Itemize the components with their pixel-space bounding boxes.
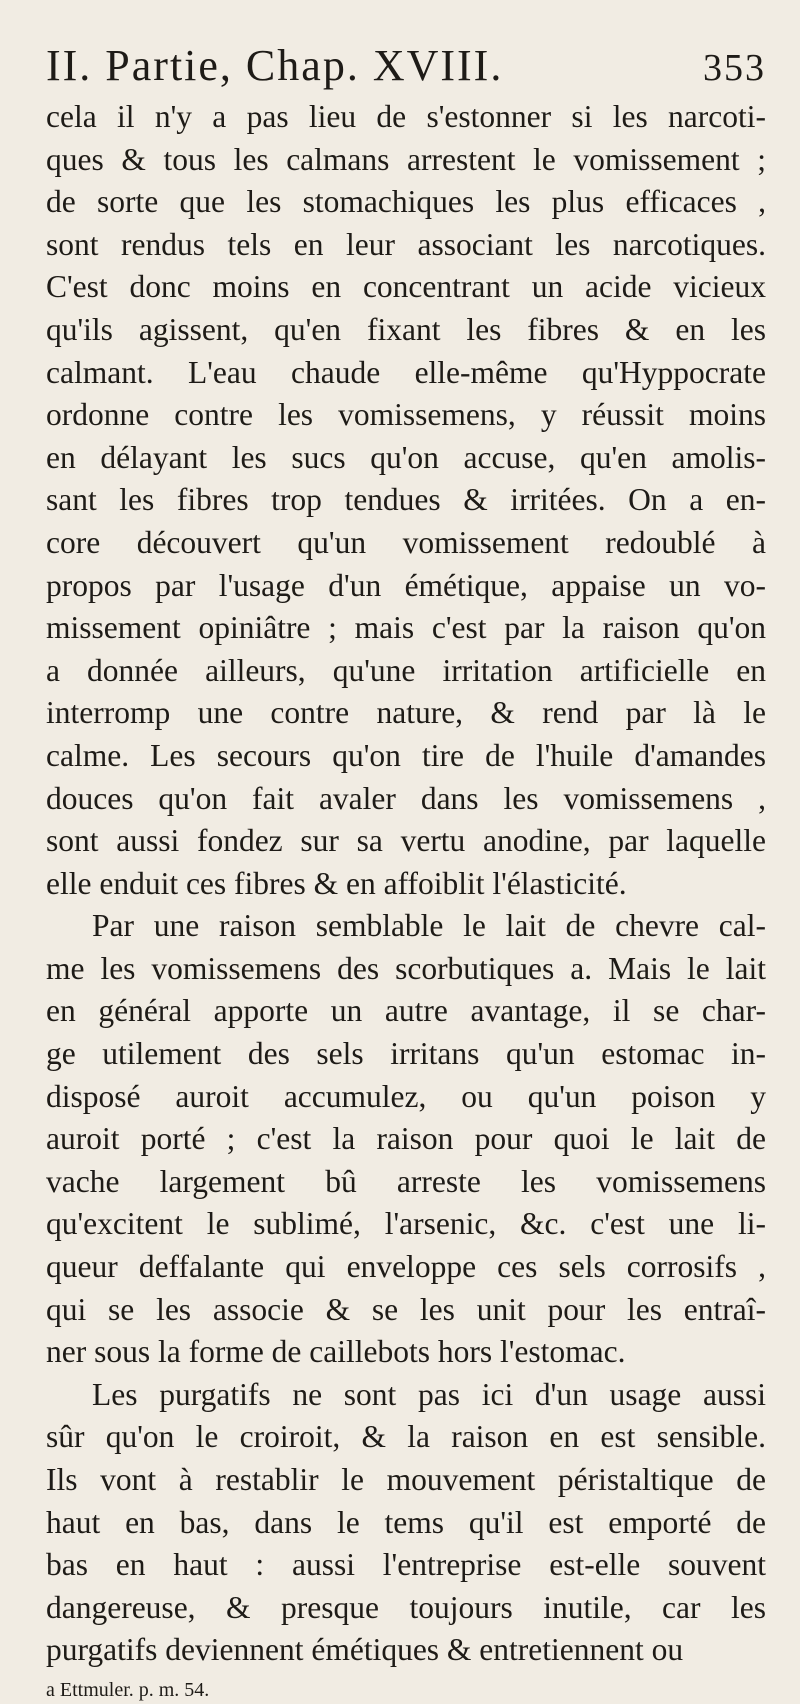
text-line: interromp une contre nature, & rend par là le bbox=[46, 695, 766, 731]
text-line: a donnée ailleurs, qu'une irritation artificielle en bbox=[46, 652, 766, 688]
text-line: douces qu'on fait avaler dans les vomissemens , bbox=[46, 780, 766, 816]
text-line: ge utilement des sels irritans qu'un estomac in- bbox=[46, 1036, 766, 1072]
text-line: bas en haut : aussi l'entreprise est-elle souvent bbox=[46, 1547, 766, 1583]
text-line: ques & tous les calmans arrestent le vomissement ; bbox=[46, 141, 766, 177]
text-line: qu'ils agissent, qu'en fixant les fibres & en les bbox=[46, 311, 766, 347]
text-line: en délayant les sucs qu'on accuse, qu'en amolis- bbox=[46, 439, 766, 475]
text-line: sont aussi fondez sur sa vertu anodine, par laquelle bbox=[46, 823, 766, 859]
text-line: sûr qu'on le croiroit, & la raison en est sensible. bbox=[46, 1419, 766, 1455]
text-line: Ils vont à restablir le mouvement péristaltique de bbox=[46, 1462, 766, 1497]
text-line: qui se les associe & se les unit pour les entraî- bbox=[46, 1291, 766, 1327]
text-line: de sorte que les stomachiques les plus efficaces , bbox=[46, 184, 766, 220]
chapter-heading: II. Partie, Chap. XVIII. bbox=[46, 41, 504, 90]
text-line: auroit porté ; c'est la raison pour quoi le lait de bbox=[46, 1121, 766, 1157]
text-line: me les vomissemens des scorbutiques a. Mais le lait bbox=[46, 950, 766, 986]
footnote: a Ettmuler. p. m. 54. bbox=[46, 1678, 210, 1701]
text-line: cela il n'y a pas lieu de s'estonner si les narcoti- bbox=[46, 99, 766, 134]
body-text bbox=[46, 96, 766, 1672]
text-line: calmant. L'eau chaude elle-même qu'Hyppocrate bbox=[46, 354, 766, 390]
text-line: missement opiniâtre ; mais c'est par la raison qu'on bbox=[46, 610, 766, 646]
text-line: dangereuse, & presque toujours inutile, car les bbox=[46, 1589, 766, 1625]
text-line: ner sous la forme de caillebots hors l'estomac. bbox=[46, 1334, 626, 1370]
text-line: en général apporte un autre avantage, il se char- bbox=[46, 993, 766, 1029]
text-line: sant les fibres trop tendues & irritées. On a en- bbox=[46, 482, 766, 518]
text-line: propos par l'usage d'un émétique, appaise un vo- bbox=[46, 567, 766, 603]
text-line: C'est donc moins en concentrant un acide vicieux bbox=[46, 269, 766, 305]
text-line: haut en bas, dans le tems qu'il est emporté de bbox=[46, 1504, 766, 1540]
text-line: purgatifs deviennent émétiques & entretiennent ou bbox=[46, 1632, 684, 1668]
text-line: qu'excitent le sublimé, l'arsenic, &c. c'est une li- bbox=[46, 1206, 766, 1242]
text-line: elle enduit ces fibres & en affoiblit l'élasticité. bbox=[46, 865, 627, 901]
text-line: calme. Les secours qu'on tire de l'huile d'amandes bbox=[46, 737, 766, 773]
text-line: sont rendus tels en leur associant les narcotiques. bbox=[46, 226, 766, 262]
running-head bbox=[46, 41, 766, 90]
text-line: vache largement bû arreste les vomissemens bbox=[46, 1163, 766, 1199]
text-line: disposé auroit accumulez, ou qu'un poison y bbox=[46, 1078, 766, 1114]
text-line: Les purgatifs ne sont pas ici d'un usage aussi bbox=[92, 1376, 766, 1412]
text-line: Par une raison semblable le lait de chevre cal- bbox=[92, 908, 766, 944]
text-line: ordonne contre les vomissemens, y réussit moins bbox=[46, 397, 766, 433]
page-number: 353 bbox=[703, 47, 766, 89]
text-line: queur deffalante qui enveloppe ces sels corrosifs , bbox=[46, 1249, 766, 1285]
text-line: core découvert qu'un vomissement redoublé à bbox=[46, 524, 766, 560]
